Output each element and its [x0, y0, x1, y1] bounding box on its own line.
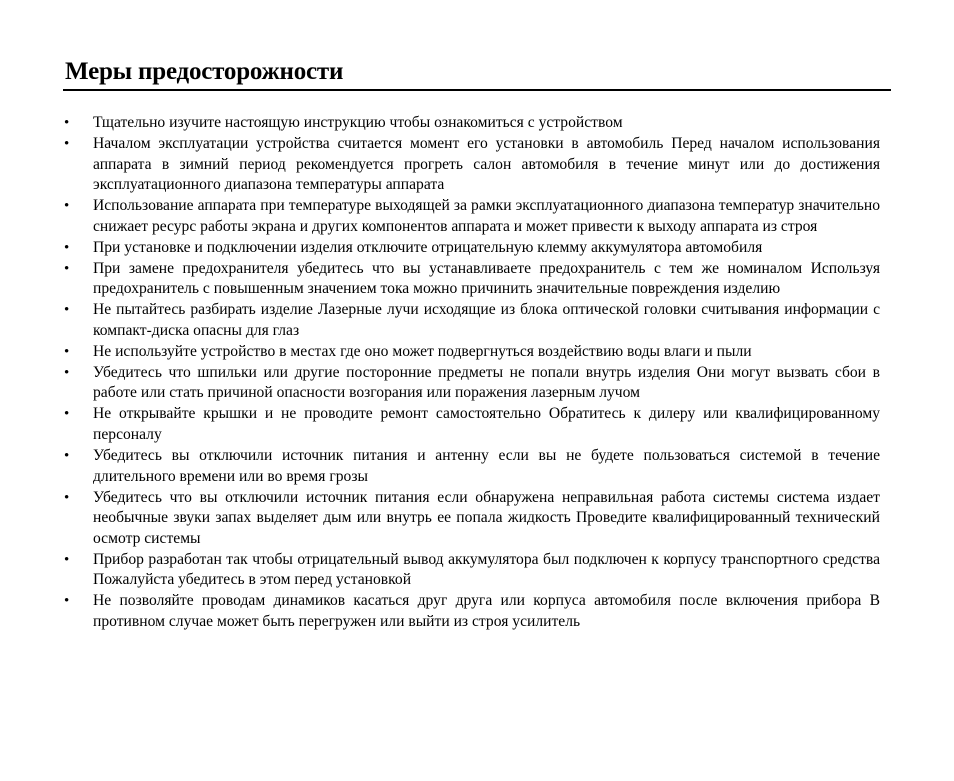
list-item-text: Началом эксплуатации устройства считается момент его установки в автомобиль Перед началом использования аппарата в зимний период рекомендуется прогреть салон автомобиля в течение минут или до достижения эксплуатационного диапазона температуры аппарата	[93, 134, 880, 194]
bullet-icon: •	[64, 260, 70, 277]
page-title: Меры предосторожности	[65, 58, 344, 85]
list-item-text: Не используйте устройство в местах где оно может подвергнуться воздействию воды влаги и пыли	[93, 342, 752, 360]
list-item-text: При установке и подключении изделия отключите отрицательную клемму аккумулятора автомобиля	[93, 238, 763, 256]
list-item	[63, 404, 880, 445]
precautions-list	[63, 113, 880, 633]
list-item-text: Использование аппарата при температуре выходящей за рамки эксплуатационного диапазона температур значительно снижает ресурс работы экрана и других компонентов аппарата и может привести к выходу аппарата из строя	[93, 197, 880, 235]
bullet-icon: •	[64, 198, 70, 215]
bullet-icon: •	[64, 343, 70, 360]
list-item-text: Не пытайтесь разбирать изделие Лазерные лучи исходящие из блока оптической головки считывания информации с компакт-диска опасны для глаз	[93, 301, 880, 339]
list-item	[63, 113, 880, 134]
bullet-icon: •	[64, 302, 70, 319]
title-underline	[63, 89, 891, 91]
list-item	[63, 363, 880, 404]
list-item	[63, 342, 880, 363]
bullet-icon: •	[64, 115, 70, 131]
bullet-icon: •	[64, 551, 70, 568]
list-item-text: При замене предохранителя убедитесь что вы устанавливаете предохранитель с тем же номиналом Используя предохранитель с повышенным значением тока можно причинить значительные повреждения изделию	[93, 259, 880, 298]
list-item-text: Не позволяйте проводам динамиков касаться друг друга или корпуса автомобиля после включения прибора В противном случае может быть перегружен или выйти из строя усилитель	[93, 592, 880, 630]
list-item	[63, 446, 880, 487]
list-item-text: Прибор разработан так чтобы отрицательный вывод аккумулятора был подключен к корпусу транспортного средства Пожалуйста убедитесь в этом перед установкой	[93, 550, 880, 589]
list-item	[63, 591, 880, 632]
list-item-text: Тщательно изучите настоящую инструкцию чтобы ознакомиться с устройством	[93, 114, 623, 131]
list-item-text: Убедитесь что шпильки или другие посторонние предметы не попали внутрь изделия Они могут вызвать сбои в работе или стать причиной опасности возгорания или поражения лазерным лучом	[93, 363, 880, 402]
list-item	[63, 550, 880, 591]
bullet-icon: •	[64, 593, 70, 610]
list-item-text: Не открывайте крышки и не проводите ремонт самостоятельно Обратитесь к дилеру или квалифицированному персоналу	[93, 405, 880, 444]
bullet-icon: •	[64, 364, 70, 381]
list-item	[63, 196, 880, 237]
list-item	[63, 134, 880, 196]
bullet-icon: •	[64, 489, 70, 506]
list-item	[63, 488, 880, 550]
bullet-icon: •	[64, 448, 70, 465]
bullet-icon: •	[64, 135, 70, 152]
list-item-text: Убедитесь вы отключили источник питания и антенну если вы не будете пользоваться системой в течение длительного времени или во время грозы	[93, 447, 880, 485]
list-item	[63, 300, 880, 341]
list-item-text: Убедитесь что вы отключили источник питания если обнаружена неправильная работа системы система издает необычные звуки запах выделяет дым или внутрь ее попала жидкость Проведите квалифицированный технический осмотр системы	[93, 488, 880, 547]
list-item	[63, 238, 880, 259]
bullet-icon: •	[64, 406, 70, 423]
list-item	[63, 259, 880, 300]
bullet-icon: •	[64, 239, 70, 256]
